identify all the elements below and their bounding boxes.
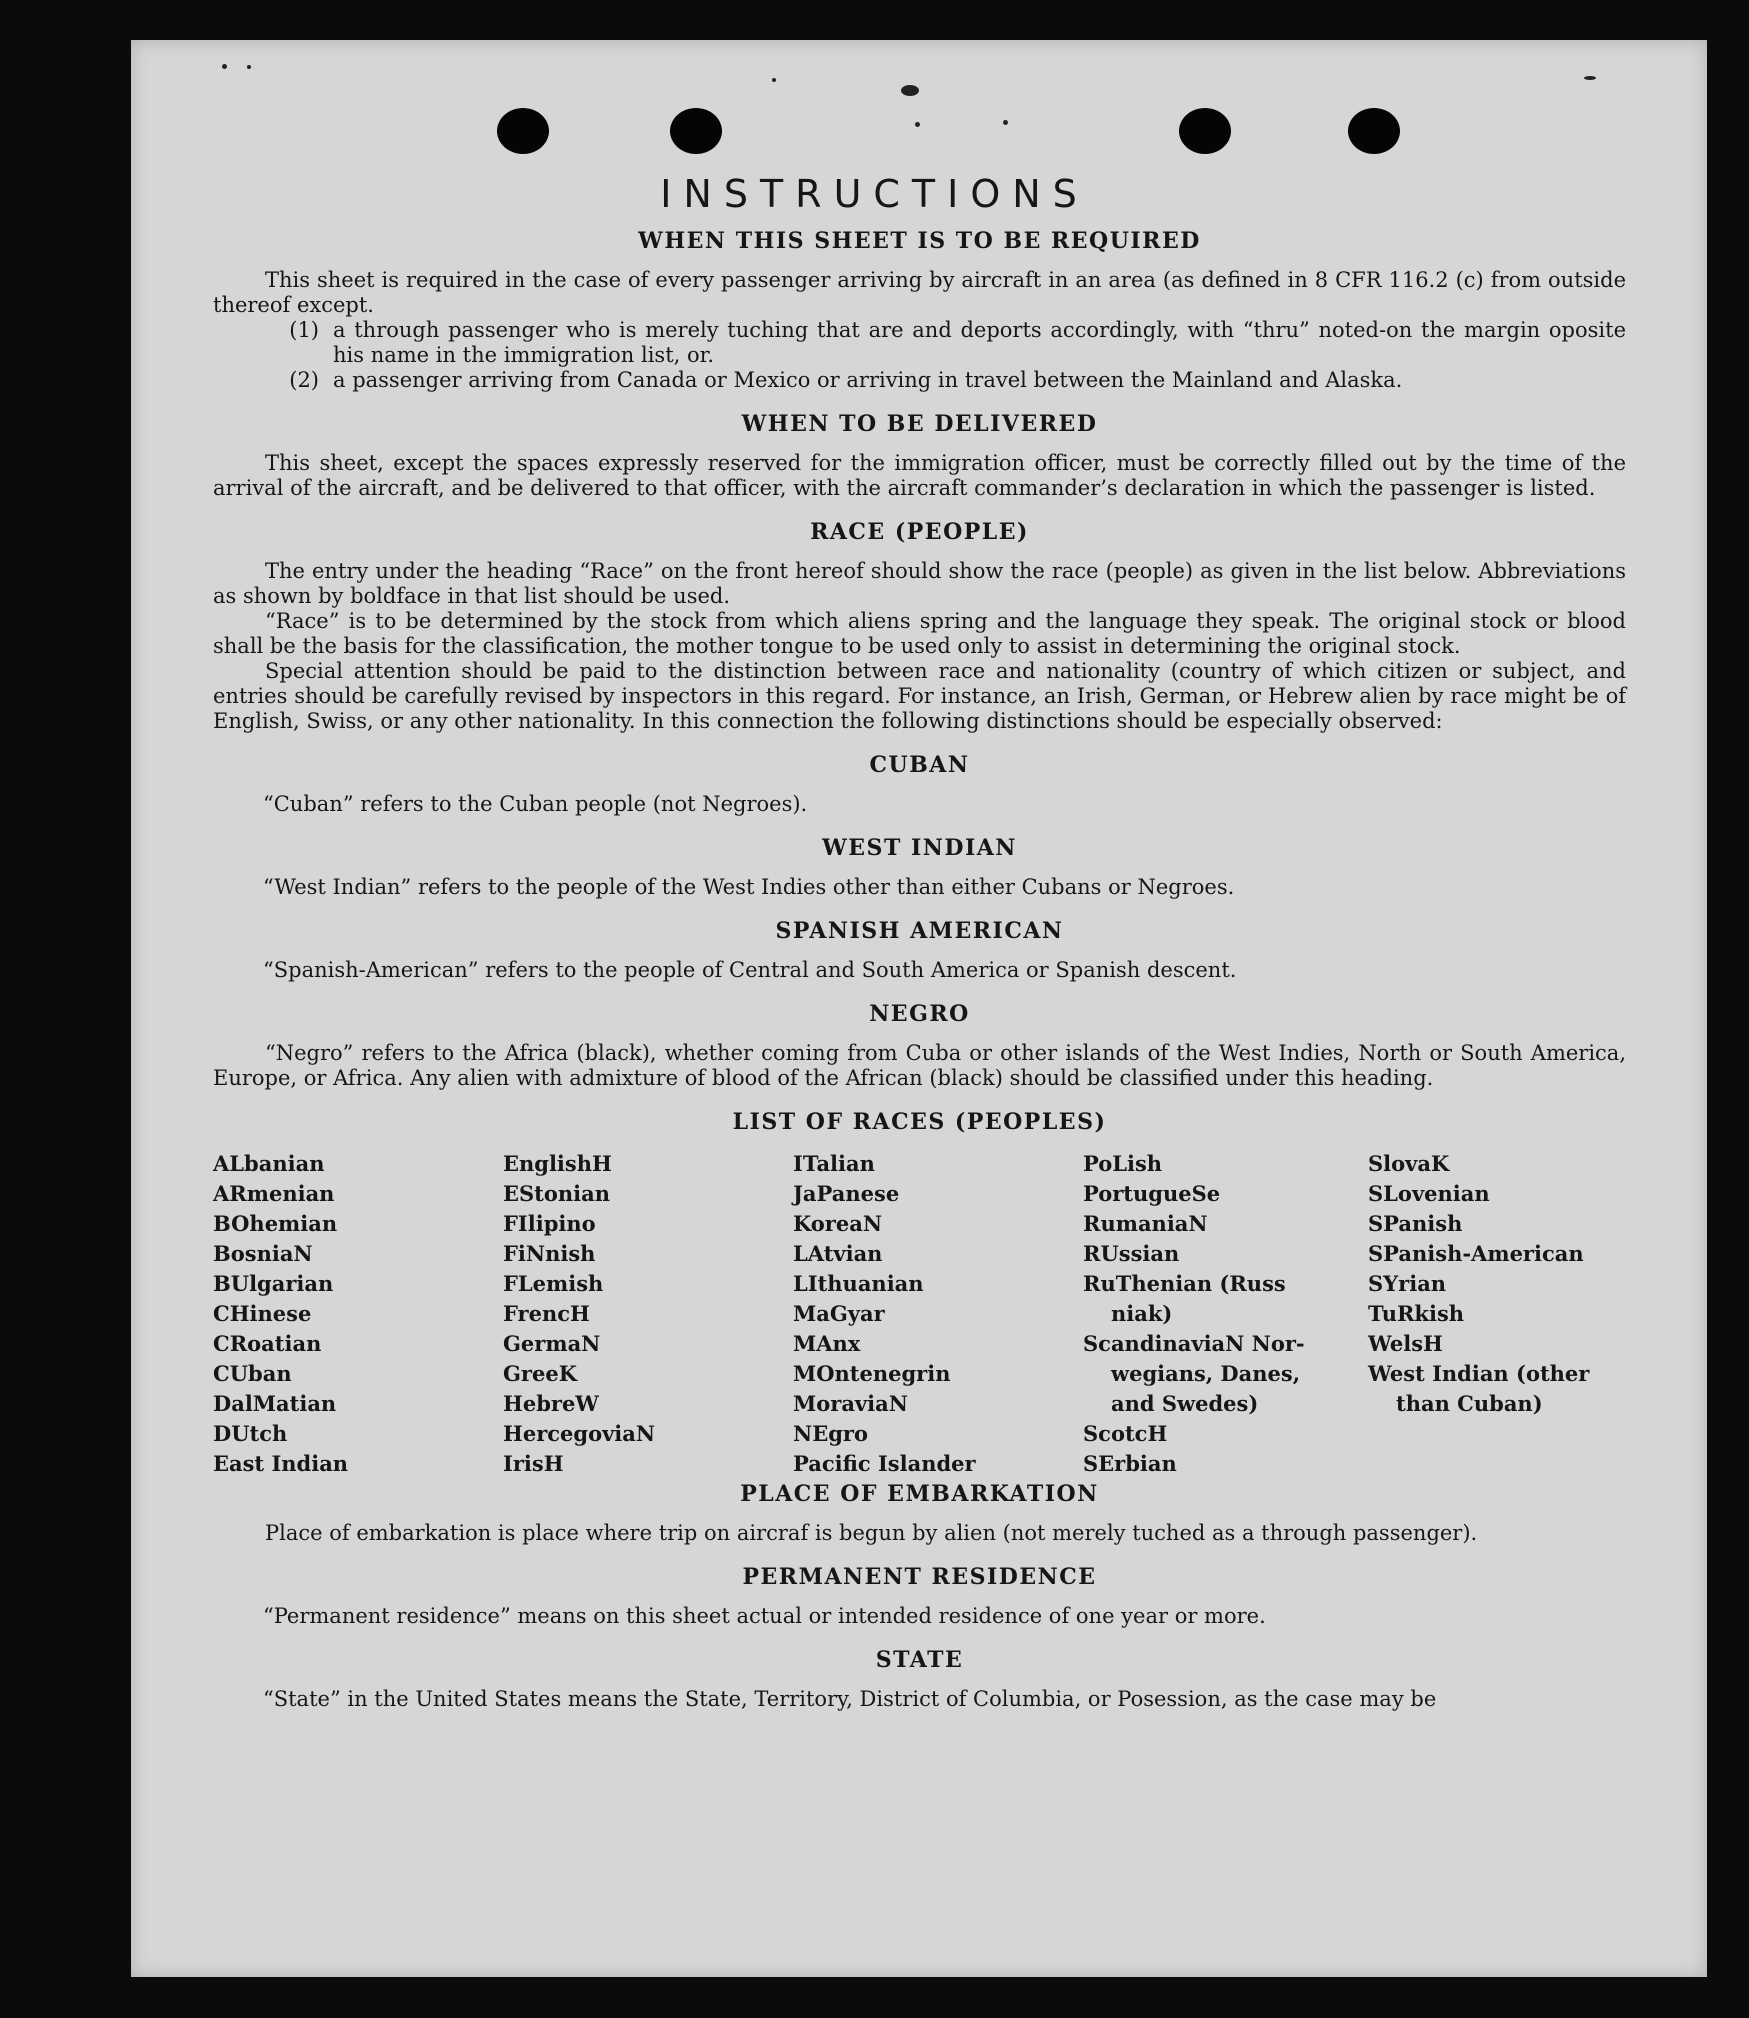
race-item: HercegoviaN <box>503 1421 656 1446</box>
race-item: ITalian <box>793 1151 875 1176</box>
race-item: CHinese <box>213 1301 312 1326</box>
embarkation-text: Place of embarkation is place where trip on aircraf is begun by alien (not merely tuched as a through passenger). <box>265 1521 1478 1545</box>
race-item: RUssian <box>1083 1241 1180 1266</box>
section-heading-state: STATE <box>875 1647 964 1673</box>
race-item: MoraviaN <box>793 1391 908 1416</box>
race-item: EStonian <box>503 1181 610 1206</box>
race-item: ALbanian <box>213 1151 325 1176</box>
section-heading-races-list: LIST OF RACES (PEOPLES) <box>732 1109 1107 1135</box>
required-item: (2) a passenger arriving from Canada or Mexico or arriving in travel between the Mainland and Alaska. <box>289 368 1403 392</box>
race-item: and Swedes) <box>1111 1391 1259 1416</box>
race-item: wegians, Danes, <box>1111 1361 1300 1386</box>
race-item: WelsH <box>1368 1331 1443 1356</box>
race-item: BosniaN <box>213 1241 313 1266</box>
races-column <box>1083 1149 1368 1479</box>
race-item: FiNnish <box>503 1241 596 1266</box>
race-item: LAtvian <box>793 1241 883 1266</box>
speck <box>772 78 776 82</box>
section-heading-required: WHEN THIS SHEET IS TO BE REQUIRED <box>638 228 1201 254</box>
race-paragraph: “Race” is to be determined by the stock from which aliens spring and the language they speak. The original stock or blood shall be the basis for the classification, the mother tongue to be used only to assist in determining the original stock. <box>213 609 1626 658</box>
section-heading-race: RACE (PEOPLE) <box>810 519 1029 545</box>
punch-hole <box>497 108 549 154</box>
section-heading-delivered: WHEN TO BE DELIVERED <box>741 411 1098 437</box>
punch-hole <box>1348 108 1400 154</box>
negro-text: “Negro” refers to the Africa (black), whether coming from Cuba or other islands of the West Indies, North or South America, Europe, or Africa. Any alien with admixture of blood of the African (black) should be classified under this heading. <box>213 1041 1626 1090</box>
race-item: LIthuanian <box>793 1271 924 1296</box>
residence-text: “Permanent residence” means on this sheet actual or intended residence of one year or more. <box>263 1604 1266 1628</box>
race-item: JaPanese <box>793 1181 900 1206</box>
section-heading-spanish-american: SPANISH AMERICAN <box>775 918 1064 944</box>
race-item: SYrian <box>1368 1271 1447 1296</box>
race-item: PortugueSe <box>1083 1181 1221 1206</box>
state-text: “State” in the United States means the State, Territory, District of Columbia, or Posession, as the case may be <box>263 1687 1437 1711</box>
race-item: PoLish <box>1083 1151 1163 1176</box>
race-item: West Indian (other <box>1368 1361 1590 1386</box>
instructions-content <box>213 226 1626 1712</box>
race-item: DUtch <box>213 1421 288 1446</box>
race-item: ScandinaviaN Nor- <box>1083 1331 1305 1356</box>
race-item: East Indian <box>213 1451 349 1476</box>
race-item: KoreaN <box>793 1211 883 1236</box>
race-item: SLovenian <box>1368 1181 1490 1206</box>
speck <box>901 85 919 96</box>
section-heading-negro: NEGRO <box>869 1001 970 1027</box>
cuban-text: “Cuban” refers to the Cuban people (not Negroes). <box>263 792 808 816</box>
delivered-text: This sheet, except the spaces expressly reserved for the immigration officer, must be correctly filled out by the time of the arrival of the aircraft, and be delivered to that officer, with the aircraft commander’s declaration in which the passenger is listed. <box>213 451 1626 500</box>
spanish-american-text: “Spanish-American” refers to the people of Central and South America or Spanish descent. <box>263 958 1237 982</box>
race-item: MOntenegrin <box>793 1361 951 1386</box>
speck <box>1003 120 1008 125</box>
required-intro: This sheet is required in the case of every passenger arriving by aircraft in an area (as defined in 8 CFR 116.2 (c) from outside thereof except. <box>213 268 1626 317</box>
races-column <box>213 1149 503 1479</box>
race-item: than Cuban) <box>1396 1391 1543 1416</box>
race-item: NEgro <box>793 1421 868 1446</box>
race-item: FrencH <box>503 1301 590 1326</box>
race-item: BUlgarian <box>213 1271 334 1296</box>
race-item: SlovaK <box>1368 1151 1450 1176</box>
race-item: FIlipino <box>503 1211 596 1236</box>
race-paragraph: Special attention should be paid to the distinction between race and nationality (country of which citizen or subject, and entries should be carefully revised by inspectors in this regard. For instance, an Irish, German, or Hebrew alien by race might be of English, Swiss, or any other nationality. In this connection the following distinctions should be especially observed: <box>213 659 1626 733</box>
race-item: TuRkish <box>1368 1301 1465 1326</box>
section-heading-residence: PERMANENT RESIDENCE <box>742 1564 1097 1590</box>
race-paragraph: The entry under the heading “Race” on the front hereof should show the race (people) as given in the list below. Abbreviations as shown by boldface in that list should be used. <box>213 559 1626 608</box>
race-item: ScotcH <box>1083 1421 1168 1446</box>
speck <box>1584 76 1596 80</box>
race-item: SErbian <box>1083 1451 1177 1476</box>
race-item: RuThenian (Russ <box>1083 1271 1286 1296</box>
race-item: niak) <box>1111 1301 1173 1326</box>
races-column <box>1368 1149 1618 1479</box>
section-heading-cuban: CUBAN <box>869 752 970 778</box>
race-item: MAnx <box>793 1331 861 1356</box>
race-item: BOhemian <box>213 1211 338 1236</box>
punch-hole <box>1179 108 1231 154</box>
race-item: RumaniaN <box>1083 1211 1208 1236</box>
race-item: Pacific Islander <box>793 1451 976 1476</box>
race-item: CUban <box>213 1361 292 1386</box>
race-item: FLemish <box>503 1271 604 1296</box>
west-indian-text: “West Indian” refers to the people of the West Indies other than either Cubans or Negroes. <box>263 875 1235 899</box>
race-item: IrisH <box>503 1451 564 1476</box>
race-item: SPanish <box>1368 1211 1463 1236</box>
race-item: EnglishH <box>503 1151 612 1176</box>
race-item: SPanish-American <box>1368 1241 1584 1266</box>
speck <box>247 65 251 69</box>
races-list <box>213 1149 1626 1479</box>
race-item: GermaN <box>503 1331 601 1356</box>
required-item: (1) a through passenger who is merely tuching that are and deports accordingly, with “thru” noted-on the margin oposite his name in the immigration list, or. <box>289 318 1626 367</box>
speck <box>222 64 227 69</box>
race-item: DalMatian <box>213 1391 337 1416</box>
races-column <box>793 1149 1083 1479</box>
page-title: INSTRUCTIONS <box>660 172 1089 216</box>
races-column <box>503 1149 793 1479</box>
section-heading-embarkation: PLACE OF EMBARKATION <box>740 1481 1099 1507</box>
race-item: ARmenian <box>213 1181 335 1206</box>
race-item: HebreW <box>503 1391 599 1416</box>
race-item: GreeK <box>503 1361 577 1386</box>
race-item: MaGyar <box>793 1301 885 1326</box>
punch-hole <box>670 108 722 154</box>
race-item: CRoatian <box>213 1331 322 1356</box>
speck <box>915 122 920 127</box>
section-heading-west-indian: WEST INDIAN <box>822 835 1017 861</box>
